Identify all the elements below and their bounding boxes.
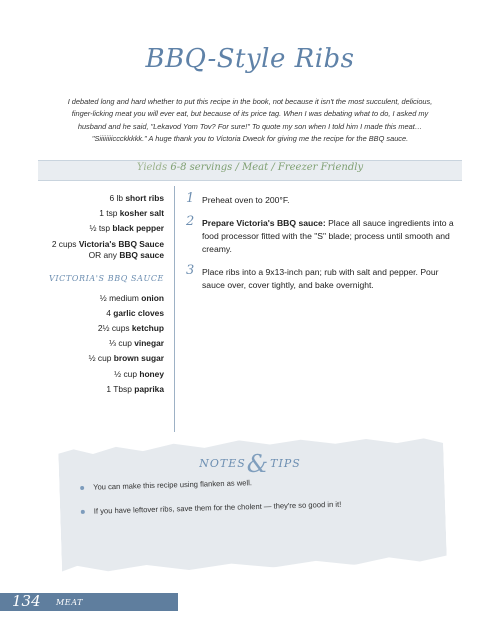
ingredient-qty: ⅓ cup	[109, 338, 132, 349]
notes-list	[80, 473, 411, 530]
ingredient-name: short ribs	[125, 193, 164, 203]
bullet-icon	[80, 486, 84, 490]
yields-line	[0, 162, 500, 173]
instruction-step	[186, 214, 458, 256]
ingredient-name: Victoria's BBQ Sauce	[78, 238, 164, 249]
ingredient-name: onion	[141, 292, 164, 303]
ingredient-qty: ½ medium	[99, 292, 139, 303]
recipe-title: BBQ-Style Ribs	[145, 44, 355, 74]
ingredient-name: honey	[139, 368, 164, 379]
step-number: 3	[186, 263, 195, 278]
instructions	[186, 191, 458, 302]
ingredient-name: garlic cloves	[113, 307, 164, 318]
ingredient-item	[0, 208, 164, 219]
step-text: Place ribs into a 9x13-inch pan; rub with salt and pepper. Pour sauce over, cover tightly, and bake overnight.	[202, 267, 439, 290]
ingredient-qty: 4	[106, 307, 111, 318]
ingredient-qty: 2 cups	[51, 238, 77, 249]
notes-heading	[0, 450, 500, 478]
instruction-step	[186, 263, 458, 292]
bullet-icon	[81, 510, 85, 514]
note-text: If you have leftover ribs, save them for the cholent — they're so good in it!	[93, 499, 342, 516]
yields-label: Yields	[136, 162, 168, 173]
column-divider	[174, 186, 175, 432]
ingredient-item	[0, 193, 164, 204]
sauce-ingredient-item	[0, 384, 164, 395]
ingredient-name: ketchup	[131, 322, 164, 333]
page-number: 134	[12, 592, 41, 610]
note-text: You can make this recipe using flanken as well.	[93, 478, 253, 492]
ingredient-name: paprika	[134, 383, 164, 394]
ingredient-item	[0, 223, 164, 234]
footer-section: MEAT	[56, 598, 84, 607]
ingredient-qty: 1 tsp	[99, 208, 118, 219]
ingredient-qty: 6 lb	[109, 193, 124, 203]
step-text: Preheat oven to 200°F.	[202, 195, 290, 205]
sauce-ingredient-item	[0, 308, 164, 319]
sauce-ingredient-item	[0, 323, 164, 334]
ingredient-qty: 1 Tbsp	[106, 383, 132, 394]
sauce-subheading: VICTORIA'S BBQ SAUCE	[49, 273, 164, 283]
notes-heading-ampersand: &	[246, 450, 270, 478]
yields-value: 6-8 servings / Meat / Freezer Friendly	[170, 162, 364, 173]
ingredient-qty: ½ tsp	[89, 223, 110, 234]
notes-heading-left: NOTES	[199, 457, 246, 470]
sauce-ingredient-item	[0, 293, 164, 304]
ingredient-name: vinegar	[134, 338, 164, 349]
ingredient-name: kosher salt	[119, 208, 164, 219]
step-bold-lead: Prepare Victoria's BBQ sauce:	[202, 218, 326, 228]
ingredient-name: brown sugar	[113, 353, 164, 364]
ingredient-qty: 2½ cups	[97, 322, 130, 333]
note-item	[81, 497, 411, 518]
step-number: 1	[186, 191, 195, 206]
ingredient-alt-prefix: OR any	[88, 249, 117, 260]
sauce-ingredient-item	[0, 338, 164, 349]
ingredients-list	[0, 193, 164, 399]
recipe-intro: I debated long and hard whether to put this recipe in the book, not because it isn't the most succulent, delicious, finger-licking meat you will ever eat, but because of its price tag. When I was debating what to do, I asked my husband and he said, "Lekavod Yom Tov? For sure!" To quote my son when I told him I made this meat… "Siiiiiiiiccckkkkk." A huge thank you to Victoria Dweck for giving me the recipe for the BBQ sauce.	[67, 97, 433, 144]
instruction-step	[186, 191, 458, 207]
ingredient-name: black pepper	[112, 223, 164, 234]
ingredient-alt-name: BBQ sauce	[119, 249, 164, 260]
notes-heading-right: TIPS	[270, 457, 301, 470]
sauce-ingredient-item	[0, 369, 164, 380]
step-number: 2	[186, 214, 195, 229]
step-text: Place all sauce ingredients into a food processor fitted with the "S" blade; process until smooth and creamy.	[202, 218, 454, 254]
sauce-ingredient-item	[0, 353, 164, 364]
ingredient-qty: ½ cup	[88, 353, 112, 364]
ingredient-item	[0, 239, 164, 261]
ingredient-qty: ½ cup	[114, 368, 137, 379]
